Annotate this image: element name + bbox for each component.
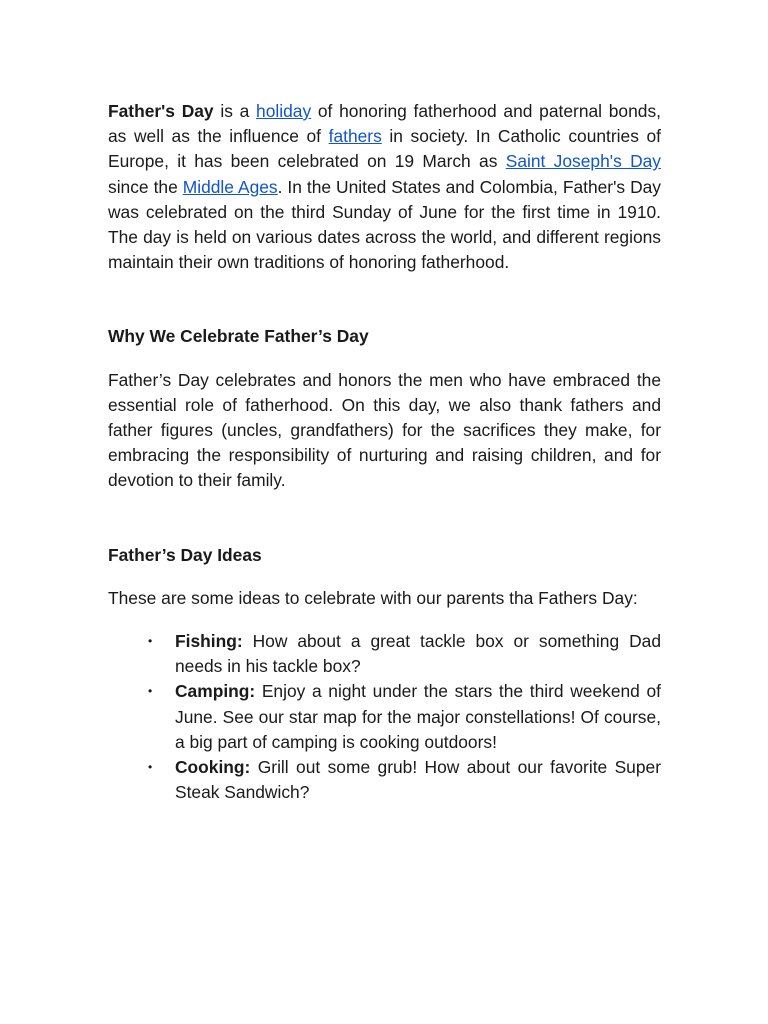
document-page xyxy=(108,99,661,805)
intro-text-1: is a xyxy=(213,101,257,121)
ideas-intro-paragraph: These are some ideas to celebrate with our parents tha Fathers Day: xyxy=(108,587,638,608)
list-item xyxy=(148,629,661,679)
intro-text-2: of honoring fatherhood and paternal bonds, as well as the influence of xyxy=(108,101,661,147)
bullet-icon: • xyxy=(148,684,153,699)
bullet-icon: • xyxy=(148,634,153,649)
bullet-icon: • xyxy=(148,760,153,775)
why-celebrate-heading: Why We Celebrate Father’s Day xyxy=(108,326,369,347)
list-item xyxy=(148,679,661,755)
middle-ages-link[interactable]: Middle Ages xyxy=(182,176,278,197)
why-celebrate-paragraph: Father’s Day celebrates and honors the men who have embraced the essential role of fatherhood. On this day, we also thank fathers and father figures (uncles, grandfathers) for the sacrifices they make, for embracing the responsibility of nurturing and raising children, and for devotion to their family. xyxy=(108,369,661,491)
idea-text-cooking: Grill out some grub! How about our favorite Super Steak Sandwich? xyxy=(175,757,661,803)
saint-josephs-day-link[interactable]: Saint Joseph's Day xyxy=(505,151,661,172)
intro-text-5: . In the United States and Colombia, Father's Day was celebrated on the third Sunday of June for the first time in 1910. The day is held on various dates across the world, and different regions maintain their own traditions of honoring fatherhood. xyxy=(108,176,662,273)
idea-text-fishing: How about a great tackle box or something Dad needs in his tackle box? xyxy=(175,631,661,677)
ideas-heading: Father’s Day Ideas xyxy=(108,544,262,565)
idea-text-camping: Enjoy a night under the stars the third weekend of June. See our star map for the major constellations! Of course, a big part of camping is cooking outdoors! xyxy=(175,681,661,752)
intro-paragraph xyxy=(108,99,661,275)
holiday-link[interactable]: holiday xyxy=(256,101,312,121)
list-item xyxy=(148,755,661,805)
idea-label-cooking: Cooking: xyxy=(175,757,251,778)
fathers-link[interactable]: fathers xyxy=(328,126,382,147)
intro-term: Father's Day xyxy=(108,101,214,121)
intro-text-3: in society. In Catholic countries of Europe, it has been celebrated on 19 March as xyxy=(108,126,661,172)
ideas-list xyxy=(108,629,661,805)
idea-label-fishing: Fishing: xyxy=(175,631,243,652)
intro-text-4: since the xyxy=(108,176,183,197)
idea-label-camping: Camping: xyxy=(175,681,256,702)
